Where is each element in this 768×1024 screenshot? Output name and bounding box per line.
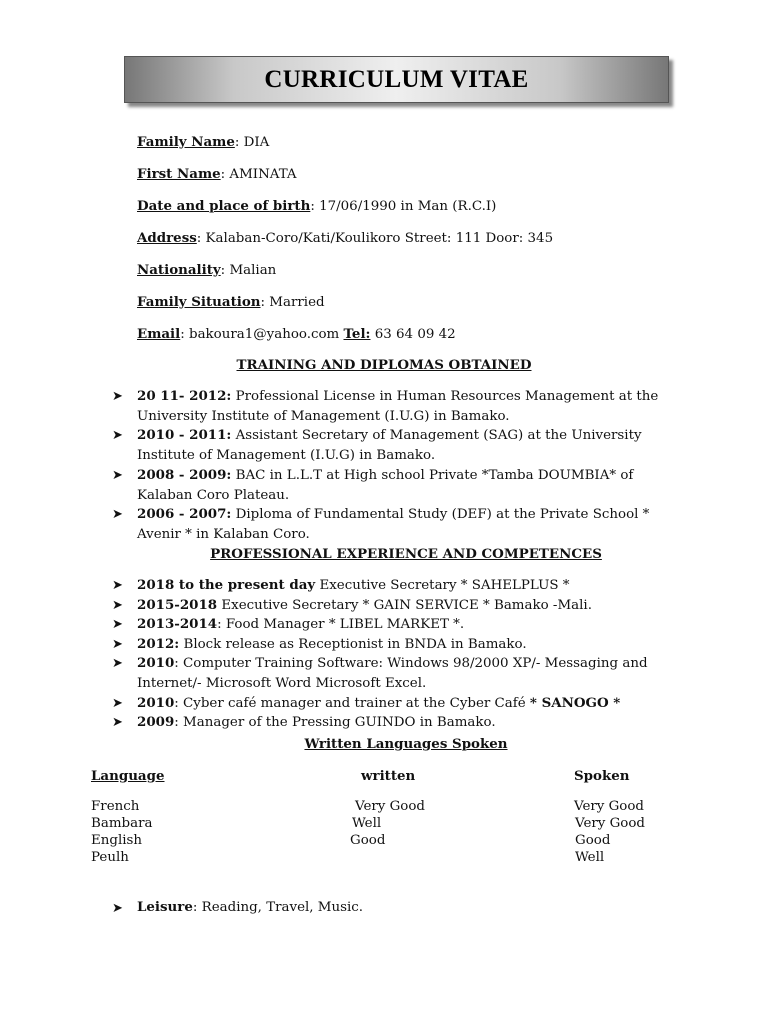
address-label: Address bbox=[137, 230, 197, 246]
training-item-text: Diploma of Fundamental Study (DEF) at the Private School * Avenir * in Kalaban Coro. bbox=[137, 507, 650, 542]
bullet-arrow-icon: ➤ bbox=[112, 507, 123, 522]
first-name-label: First Name bbox=[137, 166, 221, 182]
cv-title: CURRICULUM VITAE bbox=[264, 65, 529, 93]
bullet-arrow-icon: ➤ bbox=[112, 617, 123, 632]
experience-item bbox=[137, 713, 697, 733]
experience-item-text: Executive Secretary * GAIN SERVICE * Bamako -Mali. bbox=[217, 598, 592, 613]
training-item bbox=[137, 387, 697, 426]
training-item-date: 2010 - 2011: bbox=[137, 427, 232, 443]
birth-line bbox=[137, 198, 496, 214]
nationality-line bbox=[137, 262, 276, 278]
training-item-text: Professional License in Human Resources Management at the University Institute of Management (I.U.G) in Bamako. bbox=[137, 389, 659, 424]
experience-item-date: 2013-2014 bbox=[137, 616, 218, 632]
bullet-arrow-icon: ➤ bbox=[112, 468, 123, 483]
training-item-date: 20 11- 2012: bbox=[137, 388, 232, 404]
family-name-line bbox=[137, 134, 269, 150]
training-heading: TRAINING AND DIPLOMAS OBTAINED bbox=[236, 357, 532, 373]
leisure-value: : Reading, Travel, Music. bbox=[192, 900, 364, 915]
address-line bbox=[137, 230, 553, 246]
experience-item-text: : Food Manager * LIBEL MARKET *. bbox=[217, 617, 465, 632]
family-name-label: Family Name bbox=[137, 134, 235, 150]
experience-item-date: 2010 bbox=[137, 655, 175, 671]
family-name-value: : DIA bbox=[234, 135, 270, 150]
address-value: : Kalaban-Coro/Kati/Koulikoro Street: 111 Door: 345 bbox=[196, 231, 554, 246]
birth-label: Date and place of birth bbox=[137, 198, 311, 214]
experience-item bbox=[137, 615, 697, 635]
experience-item bbox=[137, 635, 697, 655]
training-item-text: Assistant Secretary of Management (SAG) at the University Institute of Management (I.U.G) in Bamako. bbox=[137, 428, 642, 463]
bullet-arrow-icon: ➤ bbox=[112, 389, 123, 404]
language-written: Well bbox=[352, 816, 382, 831]
experience-item-date: 2012: bbox=[137, 636, 180, 652]
experience-item-emphasis: * SANOGO * bbox=[529, 695, 621, 711]
training-item bbox=[137, 505, 697, 544]
language-column-header: Language bbox=[91, 768, 165, 784]
leisure-label: Leisure bbox=[137, 899, 193, 915]
email-value: : bakoura1@yahoo.com bbox=[180, 327, 344, 342]
cv-title-banner bbox=[124, 56, 669, 103]
language-name: Bambara bbox=[91, 816, 153, 831]
experience-item-date: 2015-2018 bbox=[137, 597, 218, 613]
training-item bbox=[137, 466, 677, 505]
training-item-date: 2006 - 2007: bbox=[137, 506, 232, 522]
email-label: Email bbox=[137, 326, 181, 342]
language-name: English bbox=[91, 833, 143, 848]
first-name-line bbox=[137, 166, 297, 182]
first-name-value: : AMINATA bbox=[220, 167, 297, 182]
experience-item-text: : Manager of the Pressing GUINDO in Bamako. bbox=[174, 715, 496, 730]
experience-item bbox=[137, 654, 697, 693]
training-item bbox=[137, 426, 697, 465]
bullet-arrow-icon: ➤ bbox=[112, 637, 123, 652]
language-spoken: Well bbox=[575, 850, 605, 865]
experience-item bbox=[137, 576, 697, 596]
birth-value: : 17/06/1990 in Man (R.C.I) bbox=[310, 199, 497, 214]
tel-label: Tel: bbox=[343, 326, 371, 342]
bullet-arrow-icon: ➤ bbox=[112, 656, 123, 671]
language-spoken: Very Good bbox=[574, 799, 644, 814]
training-item-text: BAC in L.L.T at High school Private *Tamba DOUMBIA* of Kalaban Coro Plateau. bbox=[137, 468, 634, 503]
family-situation-line bbox=[137, 294, 325, 310]
experience-item-date: 2010 bbox=[137, 695, 175, 711]
bullet-arrow-icon: ➤ bbox=[112, 901, 123, 916]
language-written: Very Good bbox=[355, 799, 425, 814]
experience-item-text: : Cyber café manager and trainer at the Cyber Café bbox=[174, 696, 530, 711]
nationality-value: : Malian bbox=[220, 263, 277, 278]
tel-value: 63 64 09 42 bbox=[370, 327, 456, 342]
leisure-line bbox=[137, 899, 363, 915]
experience-item-text: : Computer Training Software: Windows 98/2000 XP/- Messaging and Internet/- Microsoft Word Microsoft Excel. bbox=[137, 656, 648, 691]
experience-item-date: 2009 bbox=[137, 714, 175, 730]
nationality-label: Nationality bbox=[137, 262, 221, 278]
language-name: Peulh bbox=[91, 850, 129, 865]
training-item-date: 2008 - 2009: bbox=[137, 467, 232, 483]
experience-item-text: Block release as Receptionist in BNDA in Bamako. bbox=[179, 637, 527, 652]
experience-item bbox=[137, 596, 697, 616]
language-spoken: Good bbox=[575, 833, 611, 848]
bullet-arrow-icon: ➤ bbox=[112, 696, 123, 711]
language-spoken: Very Good bbox=[575, 816, 645, 831]
language-written: Good bbox=[350, 833, 386, 848]
bullet-arrow-icon: ➤ bbox=[112, 598, 123, 613]
experience-item bbox=[137, 694, 697, 714]
bullet-arrow-icon: ➤ bbox=[112, 428, 123, 443]
written-column-header: written bbox=[361, 768, 416, 784]
experience-item-date: 2018 to the present day bbox=[137, 577, 316, 593]
language-name: French bbox=[91, 799, 140, 814]
contact-line bbox=[137, 326, 456, 342]
experience-item-text: Executive Secretary * SAHELPLUS * bbox=[315, 578, 570, 593]
bullet-arrow-icon: ➤ bbox=[112, 578, 123, 593]
experience-heading: PROFESSIONAL EXPERIENCE AND COMPETENCES bbox=[210, 546, 602, 562]
languages-heading: Written Languages Spoken bbox=[304, 736, 508, 752]
bullet-arrow-icon: ➤ bbox=[112, 715, 123, 730]
family-situation-label: Family Situation bbox=[137, 294, 261, 310]
family-situation-value: : Married bbox=[260, 295, 325, 310]
spoken-column-header: Spoken bbox=[574, 768, 630, 784]
